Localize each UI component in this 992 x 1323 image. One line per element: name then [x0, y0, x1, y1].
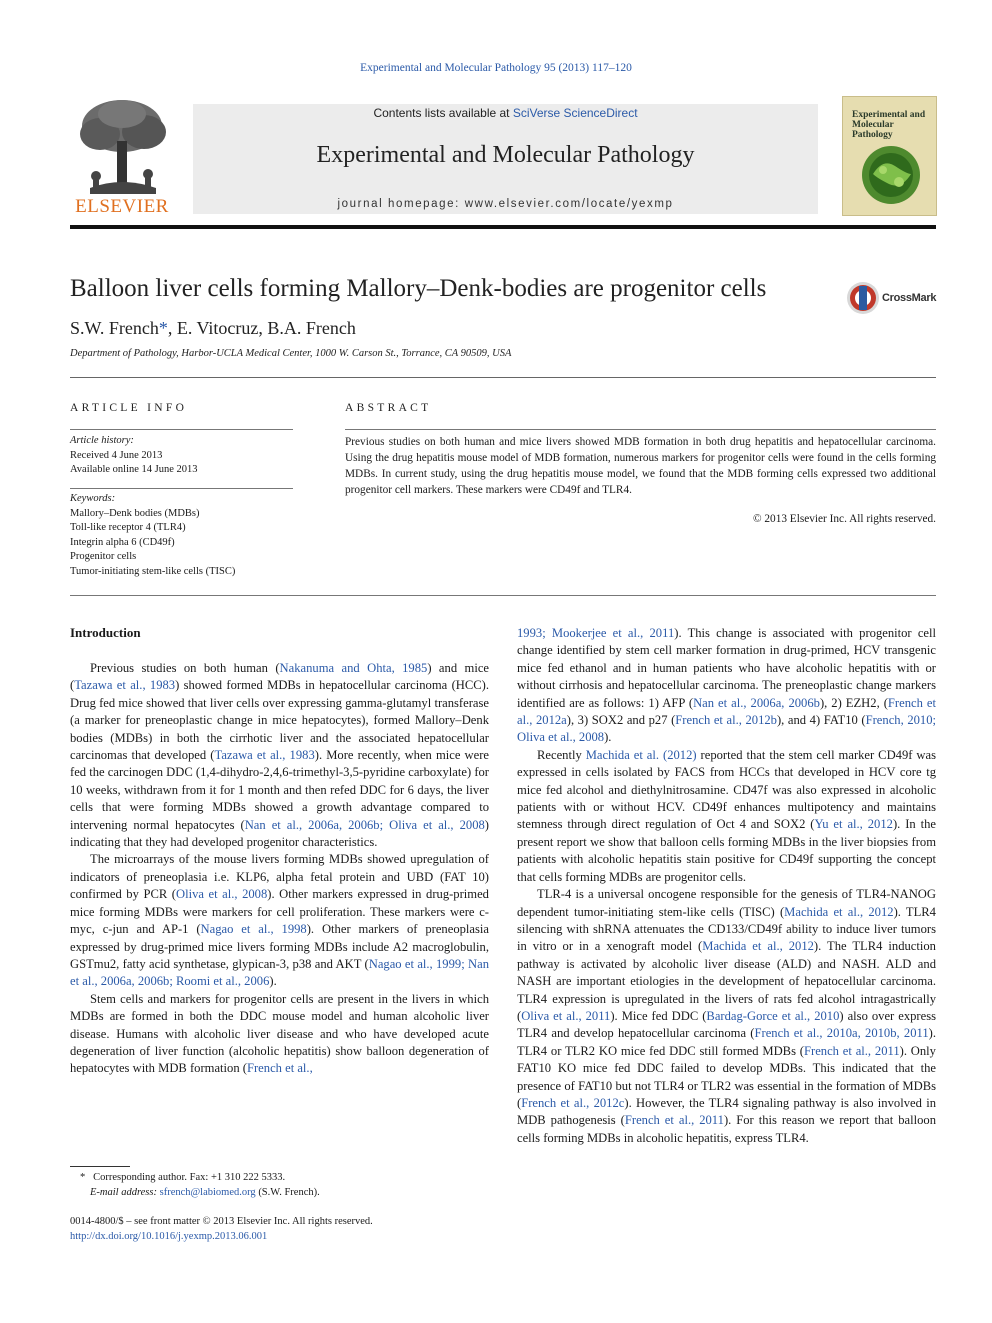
title-rule — [70, 377, 936, 378]
abstract-rule — [345, 429, 936, 430]
corresponding-footnote — [70, 1170, 490, 1185]
contents-prefix: Contents lists available at — [373, 106, 513, 120]
citation-link[interactable]: Machida et al. (2012) — [585, 747, 697, 762]
paragraph-text: ). — [269, 974, 277, 989]
paragraph-text: ). In the present report we show that balloon cells forming MDBs in the liver biopsies from patients with alcoholic hepatitis stain positive for CD49f supporting the concept that cells forming MDBs are progenitor cells. — [517, 817, 936, 884]
paragraph-text: ). TLR4 or TLR2 KO mice fed DDC still formed MDBs ( — [517, 1026, 936, 1058]
paragraph-text: ), 2) EZH2, ( — [819, 695, 888, 710]
keyword: Integrin alpha 6 (CD49f) — [70, 536, 175, 548]
citation-link[interactable]: French et al., 2012c — [521, 1095, 625, 1110]
keyword: Toll-like receptor 4 (TLR4) — [70, 522, 186, 533]
available-date: Available online 14 June 2013 — [70, 464, 198, 475]
abstract-copyright: © 2013 Elsevier Inc. All rights reserved. — [752, 513, 936, 525]
paragraph-text: reported that the stem cell marker CD49f was expressed in cells isolated by FACS from HCCs that developed in HCV core tg mice fed alcohol and diethylnitrosamine. CD47f was also expressed in alcoholic patients with or without HCV. CD49f enhances multipotency and maintains stemness through direct regulation of Oct 4 and SOX2 ( — [517, 747, 937, 832]
keywords-label: Keywords: — [70, 493, 116, 504]
citation-link[interactable]: Tazawa et al., 1983 — [214, 748, 315, 763]
paragraph-text: Recently — [537, 747, 586, 762]
paragraph — [70, 991, 489, 1078]
citation-link[interactable]: Yu et al., 2012 — [814, 817, 893, 832]
elsevier-wordmark: ELSEVIER — [75, 196, 169, 217]
citation-link[interactable]: Nagao et al., 1999; Nan et al., 2006a, 2006b; Roomi et al., 2006 — [70, 956, 489, 989]
history-label: Article history: — [70, 435, 134, 446]
paragraph-text: ). The TLR4 induction pathway is activated by alcoholic liver disease (ALD) and NASH. ALD and NASH are important etiologies in the development of hepatocellular carcinoma. TLR4 expression is upregulated in the livers of rats fed alcohol intragastrically ( — [517, 939, 936, 1023]
citation-link[interactable]: Oliva et al., 2011 — [521, 1008, 611, 1023]
paragraph-text: TLR-4 is a universal oncogene responsible for the genesis of TLR4-NANOG dependent tumor-initiating stem-like cells (TISC) ( — [517, 887, 936, 919]
body-column-right — [517, 625, 936, 1147]
paragraph — [70, 851, 489, 990]
email-label: E-mail address: — [90, 1187, 157, 1198]
email-footnote — [70, 1185, 490, 1200]
paragraph-text: Previous studies on both human ( — [90, 661, 280, 675]
author-list — [70, 318, 356, 339]
paragraph-text: ) and mice ( — [70, 661, 489, 693]
paragraph — [70, 660, 489, 851]
paragraph-text: ). TLR4 silencing with shRNA attenuates the CD133/CD49f ability to induce liver tumors in vitro or in a xenograft model ( — [517, 904, 936, 954]
abstract-text: Previous studies on both human and mice livers showed MDB formation in both drug hepatitis and hepatocellular carcinoma. Using the drug hepatitis mouse model of MDB formation, numerous markers for progenitor cells were found in the cells forming MDBs. In current study, using the drug hepatitis mouse model, we found that the MDB forming cells expressed two additional progenitor cell markers. These markers were CD49f and TLR4. — [345, 436, 936, 496]
footnotes — [70, 1170, 490, 1200]
paragraph-text: ) also over express TLR4 and develop hepatocellular carcinoma ( — [517, 1008, 936, 1041]
citation-link[interactable]: French et al., — [246, 1061, 313, 1076]
citation-link[interactable]: French et al., 2011 — [804, 1043, 900, 1058]
abstract-heading: ABSTRACT — [345, 402, 432, 414]
paragraph-text: ). Other markers of preneoplasia expressed by drug-primed mice livers forming MDBs include A2 macroglobulin, GSTmu2, fatty acid synthetase, glypican-3, p38 and AKT ( — [70, 922, 489, 971]
paragraph-text: ) showed formed MDBs in hepatocellular carcinoma (HCC). Drug fed mice showed that liver cells over expressing gamma-glutamyl transferase (a marker for preneoplastic change in mice hepatocytes), formed Mallory–Denk bodies (MDBs) in both the cirrhotic liver and the associated hepatocellular carcinomas that developed ( — [70, 678, 489, 763]
keyword: Tumor-initiating stem-like cells (TISC) — [70, 565, 236, 577]
article-title: Balloon liver cells forming Mallory–Denk-bodies are progenitor cells — [70, 275, 767, 302]
paragraph — [517, 625, 936, 747]
citation-link[interactable]: French et al., 2010a, 2010b, 2011 — [754, 1026, 929, 1041]
cover-title: Experimental and Molecular Pathology — [852, 110, 926, 140]
citation-link[interactable]: Nan et al., 2006a, 2006b; Oliva et al., 2008 — [244, 817, 485, 832]
keyword: Progenitor cells — [70, 551, 137, 562]
paragraph-text: ). — [604, 730, 612, 745]
citation-link[interactable]: French et al., 2012a — [517, 695, 936, 728]
author-1: S.W. French — [70, 318, 159, 338]
citation-link[interactable]: French et al., 2011 — [624, 1113, 724, 1128]
citation-link[interactable]: Nan et al., 2006a, 2006b — [693, 695, 820, 710]
paragraph-text: ), and 4) FAT10 ( — [776, 713, 866, 728]
citation-link[interactable]: Nagao et al., 1998 — [200, 922, 307, 937]
citation-link[interactable]: Machida et al., 2012 — [702, 939, 814, 954]
citation-link[interactable]: Tazawa et al., 1983 — [74, 678, 176, 693]
article-info-rule — [70, 429, 293, 430]
paragraph-text: ). Only FAT10 KO mice fed DDC failed to develop MDBs. This indicated that the presence of FAT10 but not TLR4 or TLR2 was essential in the formation of MDBs ( — [517, 1043, 936, 1110]
citation-link[interactable]: 1993; Mookerjee et al., 2011 — [517, 626, 675, 640]
journal-homepage[interactable]: journal homepage: www.elsevier.com/locate/yexmp — [337, 198, 674, 210]
corresponding-author-mark[interactable]: * — [158, 318, 168, 338]
paragraph — [517, 747, 936, 886]
journal-title: Experimental and Molecular Pathology — [316, 142, 695, 168]
email-suffix: (S.W. French). — [258, 1187, 320, 1198]
sciencedirect-link[interactable]: SciVerse ScienceDirect — [512, 106, 638, 120]
article-history — [70, 434, 293, 478]
paragraph-text: Stem cells and markers for progenitor cells are present in the livers in which MDBs are formed in both the DDC mouse model and human alcoholic liver disease. Humans with alcoholic liver disease and who have developed acute degeneration of liver function (alcoholic hepatitis) show balloon degeneration of hepatocytes with MDB formation ( — [70, 991, 489, 1076]
paragraph-text: ). More recently, when mice were fed the carcinogen DDC (1,4-dihydro-2,4,6-trimethyl-3,5-pyridine carboxylate) for 10 weeks, withdrawn from it for 1 month and then refed DDC for 6 days, the liver cells that were forming MDBs showed a growth advantage compared to intervening normal hepatocytes ( — [70, 748, 490, 832]
affiliation: Department of Pathology, Harbor-UCLA Medical Center, 1000 W. Carson St., Torrance, CA 90509, USA — [70, 348, 512, 359]
doi-link[interactable]: http://dx.doi.org/10.1016/j.yexmp.2013.06.001 — [70, 1231, 268, 1242]
paragraph-text: ). However, the TLR4 signaling pathway is also involved in MDB pathogenesis ( — [517, 1095, 936, 1128]
keywords-block — [70, 492, 293, 579]
paragraph-text: ) indicating that they had developed progenitor characteristics. — [70, 817, 489, 850]
received-date: Received 4 June 2013 — [70, 449, 163, 461]
paragraph-text: ), 3) SOX2 and p27 ( — [566, 713, 676, 728]
paragraph — [517, 886, 936, 1147]
footnote-star: * — [80, 1172, 86, 1183]
paragraph-text: ). Mice fed DDC ( — [610, 1008, 707, 1023]
front-matter — [70, 1214, 490, 1244]
cover-image — [861, 144, 921, 206]
paragraph-text: ). For this reason we report that balloon cells forming MDBs in alcoholic hepatitis, express TLR4. — [517, 1113, 936, 1145]
crossmark-label[interactable]: CrossMark — [882, 292, 937, 304]
journal-reference[interactable]: Experimental and Molecular Pathology 95 (2013) 117–120 — [360, 62, 632, 74]
citation-link[interactable]: French et al., 2012b — [675, 713, 777, 728]
footnote-rule — [70, 1166, 130, 1167]
header-rule — [70, 225, 936, 229]
body-column-left — [70, 660, 489, 1078]
front-matter-copyright: 0014-4800/$ – see front matter © 2013 Elsevier Inc. All rights reserved. — [70, 1216, 373, 1227]
paragraph-text: The microarrays of the mouse livers forming MDBs showed upregulation of indicators of preneoplasia i.e. KLP6, alpha fetal protein and UBD (FAT 10) confirmed by PCR ( — [70, 852, 489, 902]
citation-link[interactable]: Oliva et al., 2008 — [175, 887, 268, 902]
article-info-heading: ARTICLE INFO — [70, 402, 188, 414]
citation-link[interactable]: Nakanuma and Ohta, 1985 — [279, 661, 428, 675]
co-authors: , E. Vitocruz, B.A. French — [167, 318, 356, 338]
corresponding-author-note: Corresponding author. Fax: +1 310 222 5333. — [93, 1172, 286, 1183]
keyword: Mallory–Denk bodies (MDBs) — [70, 507, 200, 519]
citation-link[interactable]: French, 2010; Oliva et al., 2008 — [517, 713, 937, 745]
paragraph-text: ). This change is associated with progenitor cell change identified by stem cell marker formation in drug-primed, HCV transgenic mice fed ethanol and in human patients who have alcoholic hepatitis with or without cirrhosis and hepatocellular carcinoma. The preneoplastic change markers identified are as follows: 1) AFP ( — [517, 626, 936, 710]
body-rule — [70, 595, 936, 596]
email-link[interactable]: sfrench@labiomed.org — [159, 1187, 256, 1198]
citation-link[interactable]: Bardag-Gorce et al., 2010 — [706, 1008, 840, 1023]
contents-line — [193, 106, 818, 120]
introduction-heading: Introduction — [70, 625, 141, 640]
paragraph-text: ). Other markers expressed in drug-primed mice forming MDBs were markers for cell proliferation. These markers were c-myc, c-jun and AP-1 ( — [70, 887, 489, 937]
citation-link[interactable]: Machida et al., 2012 — [784, 904, 894, 919]
keywords-rule — [70, 488, 293, 489]
